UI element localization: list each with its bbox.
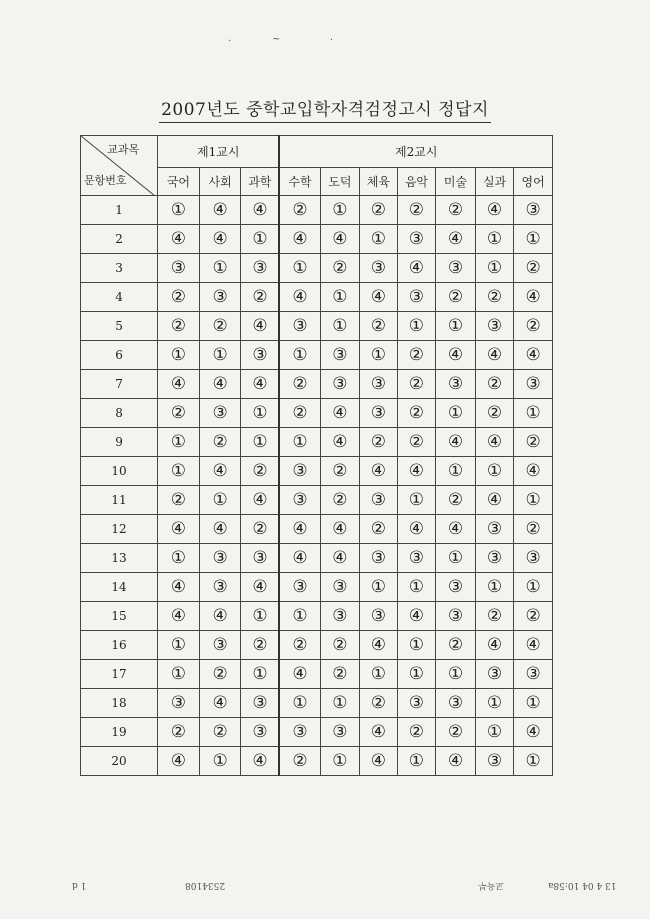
answer-cell: ① [436,457,476,486]
answer-cell: ③ [199,283,241,312]
answer-cell: ④ [360,747,398,776]
answer-cell: ② [158,399,200,428]
question-number: 18 [81,689,158,718]
answer-cell: ③ [514,196,553,225]
answer-cell: ① [397,573,436,602]
question-number: 12 [81,515,158,544]
answer-cell: ② [475,602,514,631]
answer-cell: ① [158,631,200,660]
answer-cell: ① [320,196,360,225]
answer-cell: ④ [436,515,476,544]
answer-cell: ④ [360,631,398,660]
question-number: 8 [81,399,158,428]
question-number: 20 [81,747,158,776]
subject-header: 사회 [199,168,241,196]
question-number: 3 [81,254,158,283]
answer-cell: ② [199,428,241,457]
answer-cell: ③ [397,689,436,718]
answer-cell: ③ [199,631,241,660]
question-number: 7 [81,370,158,399]
question-number: 17 [81,660,158,689]
answer-cell: ③ [279,718,320,747]
answer-cell: ③ [475,544,514,573]
answer-cell: ③ [360,544,398,573]
table-row [81,225,553,254]
answer-cell: ② [436,486,476,515]
answer-cell: ① [475,718,514,747]
answer-cell: ④ [199,602,241,631]
subject-header: 영어 [514,168,553,196]
table-row [81,573,553,602]
session-1-header: 제1교시 [158,136,280,168]
answer-cell: ④ [514,457,553,486]
answer-cell: ④ [158,573,200,602]
table-row [81,515,553,544]
answer-cell: ② [320,486,360,515]
answer-cell: ① [241,428,280,457]
table-row [81,370,553,399]
page-title [0,95,650,120]
answer-cell: ① [320,283,360,312]
answer-cell: ③ [279,457,320,486]
answer-cell: ④ [158,225,200,254]
answer-cell: ② [158,486,200,515]
answer-cell: ② [320,631,360,660]
answer-cell: ④ [320,428,360,457]
answer-cell: ④ [514,631,553,660]
footer-sender: 교육부 [478,880,505,890]
footer-page: 1 d [72,880,87,890]
answer-cell: ② [475,370,514,399]
answer-cell: ① [279,341,320,370]
answer-cell: ① [436,399,476,428]
answer-cell: ① [397,747,436,776]
answer-cell: ① [514,225,553,254]
scan-mark: · [228,36,232,47]
answer-cell: ② [436,718,476,747]
answer-cell: ① [241,225,280,254]
answer-cell: ④ [475,196,514,225]
table-row [81,602,553,631]
question-number: 6 [81,341,158,370]
answer-cell: ④ [241,573,280,602]
answer-cell: ② [397,718,436,747]
answer-cell: ① [360,660,398,689]
answer-cell: ② [436,283,476,312]
answer-cell: ② [199,312,241,341]
answer-cell: ② [279,631,320,660]
answer-cell: ① [158,457,200,486]
answer-cell: ③ [360,254,398,283]
answer-cell: ④ [199,689,241,718]
answer-cell: ① [475,254,514,283]
answer-cell: ③ [514,544,553,573]
header-corner-cell [81,136,158,196]
answer-cell: ③ [436,370,476,399]
answer-cell: ② [360,428,398,457]
answer-cell: ④ [279,225,320,254]
title-text: 2007년도 중학교입학자격검정고시 정답지 [159,100,491,123]
table-row [81,283,553,312]
answer-cell: ③ [241,718,280,747]
answer-cell: ④ [199,457,241,486]
subject-header: 국어 [158,168,200,196]
answer-cell: ① [158,196,200,225]
answer-cell: ② [397,370,436,399]
answer-cell: ① [199,747,241,776]
answer-cell: ② [199,660,241,689]
answer-cell: ① [475,689,514,718]
answer-cell: ③ [475,747,514,776]
answer-cell: ④ [279,515,320,544]
answer-cell: ④ [475,428,514,457]
answer-cell: ① [360,225,398,254]
answer-cell: ④ [279,544,320,573]
answer-cell: ① [436,312,476,341]
subject-header: 수학 [279,168,320,196]
answer-cell: ③ [475,312,514,341]
answer-cell: ① [158,660,200,689]
answer-cell: ④ [475,341,514,370]
answer-cell: ③ [360,486,398,515]
question-number: 15 [81,602,158,631]
answer-cell: ④ [397,515,436,544]
answer-cell: ③ [158,254,200,283]
answer-cell: ④ [320,225,360,254]
session-2-header: 제2교시 [279,136,552,168]
answer-cell: ② [158,312,200,341]
scan-mark: ~ [272,34,281,45]
answer-cell: ① [514,486,553,515]
answer-cell: ② [360,312,398,341]
table-row [81,486,553,515]
answer-cell: ① [475,457,514,486]
question-number: 19 [81,718,158,747]
answer-cell: ③ [241,341,280,370]
answer-cell: ② [360,196,398,225]
answer-cell: ④ [320,515,360,544]
answer-cell: ④ [320,399,360,428]
answer-cell: ④ [279,283,320,312]
subject-header: 실과 [475,168,514,196]
answer-cell: ② [241,515,280,544]
answer-cell: ① [199,341,241,370]
answer-cell: ③ [436,573,476,602]
answer-cell: ④ [199,370,241,399]
answer-cell: ② [320,254,360,283]
answer-cell: ④ [475,486,514,515]
answer-cell: ③ [320,602,360,631]
answer-cell: ① [320,312,360,341]
answer-cell: ① [514,573,553,602]
answer-cell: ③ [320,341,360,370]
table-row [81,399,553,428]
question-number: 9 [81,428,158,457]
answer-cell: ① [279,428,320,457]
answer-cell: ③ [241,254,280,283]
answer-cell: ① [514,689,553,718]
answer-table-body [81,196,553,776]
answer-cell: ② [241,283,280,312]
answer-cell: ④ [360,283,398,312]
corner-question-label: 문항번호 [84,174,127,187]
answer-cell: ② [514,602,553,631]
table-row [81,457,553,486]
answer-cell: ④ [199,515,241,544]
answer-cell: ② [514,515,553,544]
answer-cell: ③ [199,573,241,602]
answer-cell: ③ [360,602,398,631]
answer-cell: ③ [279,573,320,602]
answer-cell: ③ [360,370,398,399]
answer-cell: ② [514,428,553,457]
answer-cell: ① [397,312,436,341]
answer-cell: ④ [397,457,436,486]
answer-cell: ④ [320,544,360,573]
table-row [81,631,553,660]
answer-cell: ③ [514,370,553,399]
answer-cell: ① [241,399,280,428]
answer-cell: ③ [436,254,476,283]
answer-cell: ① [514,747,553,776]
answer-cell: ④ [241,312,280,341]
answer-cell: ② [241,631,280,660]
answer-cell: ② [360,689,398,718]
subject-header: 과학 [241,168,280,196]
answer-cell: ③ [360,399,398,428]
answer-cell: ③ [158,689,200,718]
answer-cell: ④ [436,747,476,776]
answer-cell: ③ [436,602,476,631]
answer-cell: ④ [279,660,320,689]
question-number: 16 [81,631,158,660]
answer-cell: ③ [397,225,436,254]
answer-cell: ④ [436,428,476,457]
answer-cell: ① [475,573,514,602]
answer-cell: ① [199,486,241,515]
answer-cell: ④ [241,370,280,399]
answer-cell: ② [514,254,553,283]
answer-cell: ④ [241,486,280,515]
question-number: 10 [81,457,158,486]
answer-cell: ③ [436,689,476,718]
answer-cell: ② [279,370,320,399]
answer-cell: ③ [320,718,360,747]
answer-cell: ④ [514,718,553,747]
answer-cell: ② [320,457,360,486]
table-row [81,660,553,689]
answer-cell: ② [397,399,436,428]
answer-cell: ① [241,602,280,631]
answer-cell: ③ [279,312,320,341]
answer-cell: ② [514,312,553,341]
question-number: 14 [81,573,158,602]
answer-cell: ④ [241,747,280,776]
answer-cell: ④ [158,370,200,399]
answer-cell: ③ [199,399,241,428]
question-number: 13 [81,544,158,573]
answer-cell: ④ [199,196,241,225]
answer-cell: ② [241,457,280,486]
answer-cell: ② [279,747,320,776]
answer-cell: ① [158,428,200,457]
answer-cell: ② [279,399,320,428]
answer-cell: ① [475,225,514,254]
answer-cell: ③ [397,283,436,312]
table-row [81,341,553,370]
answer-cell: ③ [279,486,320,515]
answer-cell: ② [279,196,320,225]
answer-cell: ① [279,689,320,718]
answer-cell: ① [436,660,476,689]
answer-cell: ① [397,631,436,660]
footer-code: 2534108 [185,880,226,890]
answer-cell: ① [360,573,398,602]
answer-cell: ③ [241,689,280,718]
answer-cell: ② [475,399,514,428]
answer-cell: ③ [199,544,241,573]
answer-cell: ④ [158,747,200,776]
answer-cell: ③ [514,660,553,689]
answer-cell: ④ [158,515,200,544]
answer-cell: ② [360,515,398,544]
corner-subject-label: 교과목 [107,143,140,156]
answer-cell: ② [397,196,436,225]
answer-cell: ① [158,544,200,573]
subject-header: 도덕 [320,168,360,196]
answer-cell: ③ [397,544,436,573]
table-row [81,747,553,776]
answer-cell: ① [320,689,360,718]
answer-cell: ③ [320,370,360,399]
scan-mark: · [330,35,334,46]
answer-cell: ② [320,660,360,689]
answer-cell: ② [199,718,241,747]
answer-cell: ① [279,254,320,283]
answer-cell: ③ [475,660,514,689]
table-row [81,689,553,718]
table-row [81,718,553,747]
table-row [81,312,553,341]
question-number: 4 [81,283,158,312]
answer-cell: ④ [360,457,398,486]
answer-cell: ① [397,660,436,689]
answer-cell: ③ [320,573,360,602]
question-number: 1 [81,196,158,225]
answer-cell: ④ [436,341,476,370]
answer-cell: ④ [199,225,241,254]
answer-cell: ④ [397,602,436,631]
subject-header: 미술 [436,168,476,196]
answer-cell: ④ [436,225,476,254]
question-number: 5 [81,312,158,341]
answer-cell: ① [320,747,360,776]
subject-header: 음악 [397,168,436,196]
question-number: 2 [81,225,158,254]
answer-cell: ② [436,196,476,225]
answer-cell: ② [397,428,436,457]
answer-cell: ③ [241,544,280,573]
answer-cell: ③ [475,515,514,544]
answer-cell: ④ [241,196,280,225]
subject-header: 체육 [360,168,398,196]
question-number: 11 [81,486,158,515]
answer-cell: ① [279,602,320,631]
table-row [81,196,553,225]
answer-cell: ① [360,341,398,370]
answer-cell: ② [158,718,200,747]
answer-cell: ② [158,283,200,312]
answer-cell: ② [475,283,514,312]
answer-cell: ④ [360,718,398,747]
answer-cell: ④ [397,254,436,283]
answer-cell: ① [436,544,476,573]
table-row [81,254,553,283]
table-row [81,544,553,573]
answer-cell: ④ [514,341,553,370]
answer-cell: ① [514,399,553,428]
answer-cell: ① [199,254,241,283]
answer-cell: ① [158,341,200,370]
answer-cell: ④ [475,631,514,660]
answer-cell: ① [241,660,280,689]
answer-cell: ① [397,486,436,515]
footer-timestamp: 13 4 04 10:58a [548,880,617,890]
table-row [81,428,553,457]
answer-cell: ② [397,341,436,370]
answer-cell: ④ [158,602,200,631]
answer-cell: ④ [514,283,553,312]
answer-cell: ② [436,631,476,660]
answer-table [80,135,553,776]
